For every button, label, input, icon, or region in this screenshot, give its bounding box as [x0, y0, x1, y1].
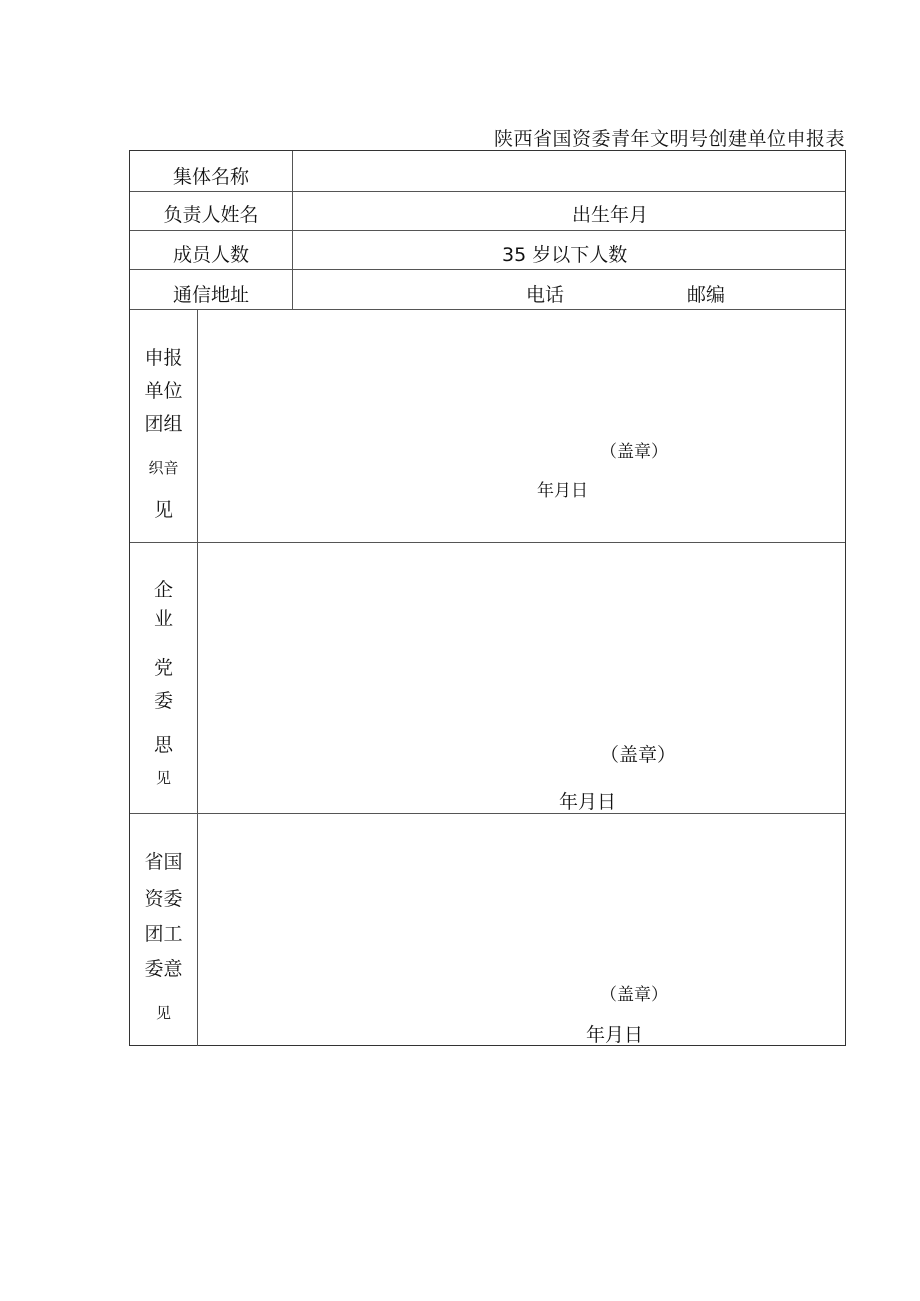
section-label-line: 党 [153, 657, 173, 679]
column-divider [197, 309, 198, 1046]
section-label-line: 申报 [144, 347, 183, 369]
section-label-line: 企 [153, 579, 173, 601]
section-label-line: 委 [153, 690, 173, 712]
postcode-label: 邮编 [687, 284, 726, 306]
group-name-label: 集体名称 [172, 166, 249, 188]
row-divider [130, 230, 845, 231]
leader-name-label: 负责人姓名 [163, 204, 259, 226]
date-label: 年月日 [586, 1024, 644, 1046]
phone-label: 电话 [526, 284, 565, 306]
section-label-line: 见 [155, 769, 171, 787]
row-divider [130, 269, 845, 270]
stamp-label: （盖章） [600, 985, 668, 1005]
section-label-line: 团组 [144, 413, 183, 435]
section-label-line: 思 [153, 734, 173, 756]
section-label-line: 织音 [148, 459, 179, 477]
form-title: 陕西省国资委青年文明号创建单位申报表 [493, 128, 845, 150]
stamp-label: （盖章） [600, 442, 668, 462]
row-divider [130, 309, 845, 310]
row-divider [130, 542, 845, 543]
section-label-line: 省国 [144, 851, 183, 873]
application-form-table [129, 150, 846, 1046]
section-label-line: 单位 [144, 380, 183, 402]
section-label-line: 见 [155, 1004, 171, 1022]
section-label-line: 委意 [144, 958, 183, 980]
row-divider [130, 813, 845, 814]
date-label: 年月日 [559, 791, 617, 813]
member-count-label: 成员人数 [172, 244, 249, 266]
row-divider [130, 191, 845, 192]
section-label-line: 业 [153, 608, 173, 630]
birth-date-label: 出生年月 [572, 204, 649, 226]
group-name-field[interactable] [293, 156, 845, 190]
section-label-line: 团工 [144, 923, 183, 945]
section-label-line: 资委 [144, 888, 183, 910]
section-label-line: 见 [153, 499, 173, 521]
stamp-label: （盖章） [600, 744, 677, 766]
under35-count-label: 35 岁以下人数 [502, 244, 628, 266]
date-label: 年月日 [537, 481, 588, 501]
address-label: 通信地址 [172, 284, 249, 306]
